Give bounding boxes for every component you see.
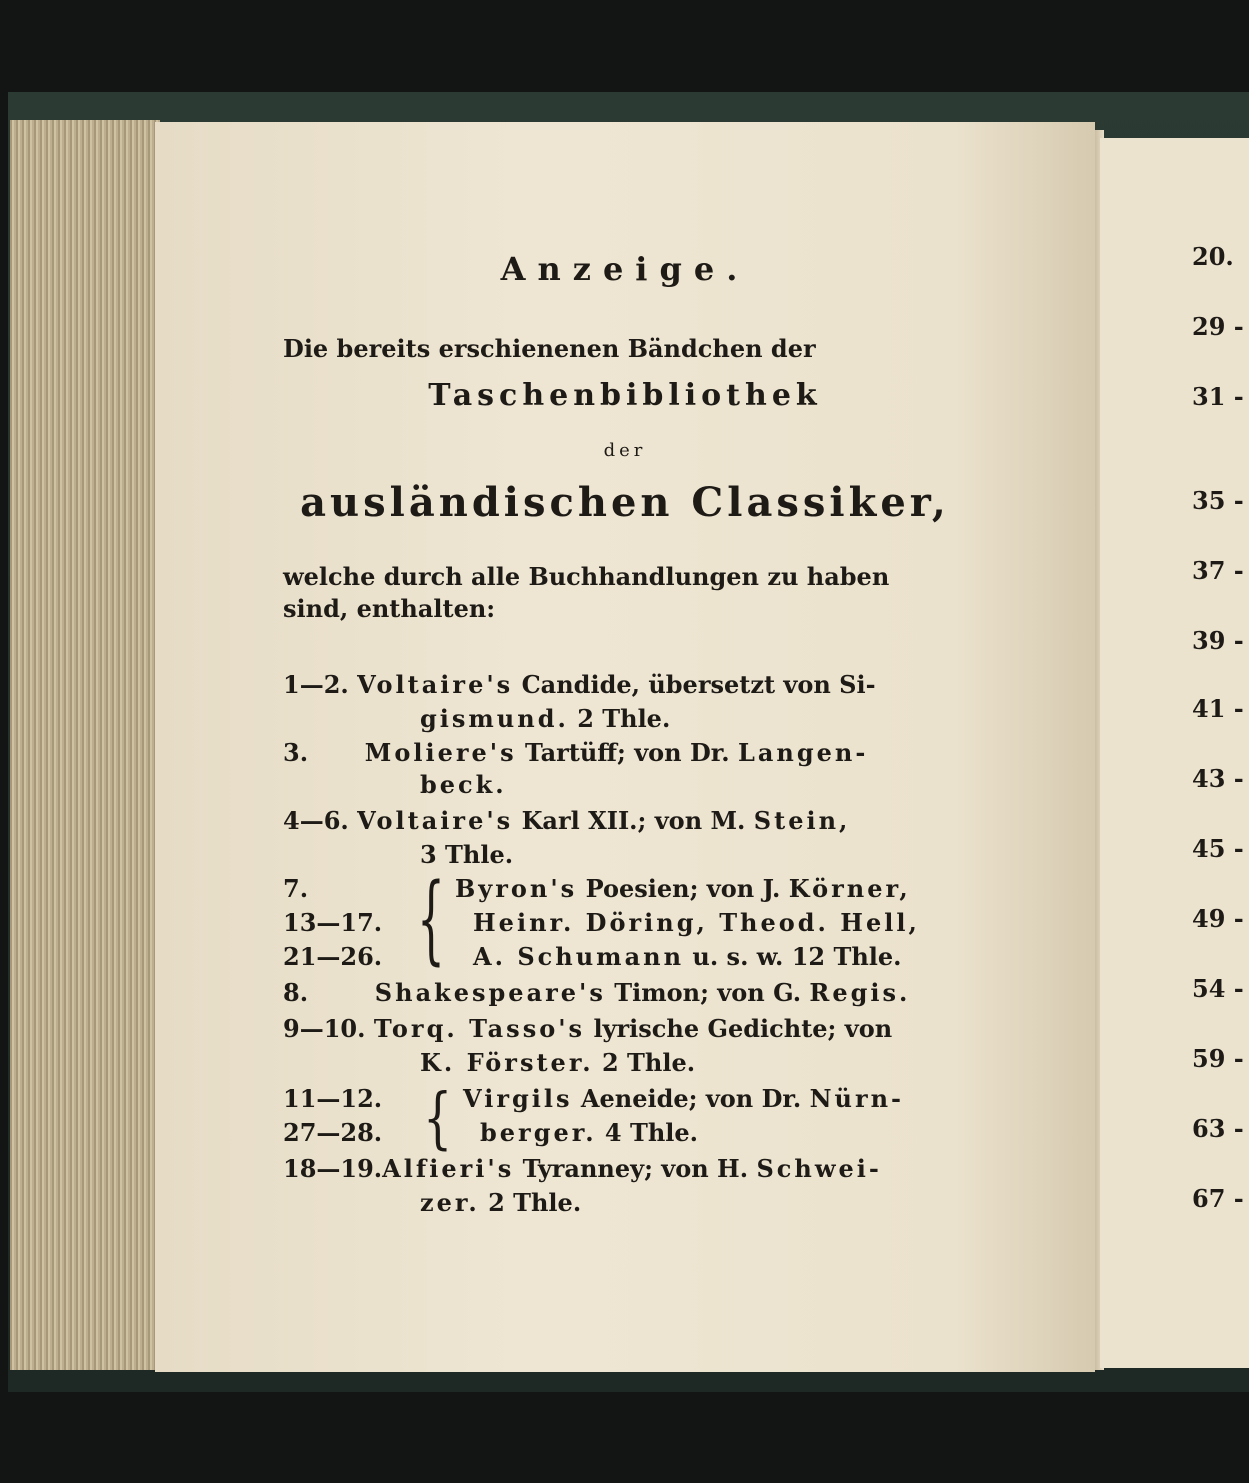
list-item xyxy=(283,1154,882,1183)
series-der: der xyxy=(603,440,647,461)
entry-text: 2 Thle. xyxy=(488,1188,582,1217)
list-item-continuation: beck. xyxy=(420,770,507,799)
entry-translator: Schwei- xyxy=(756,1154,882,1183)
page-edges xyxy=(10,120,160,1370)
entry-number: 21—26. xyxy=(283,942,383,971)
entry-text: 2 Thle. xyxy=(577,704,671,733)
entry-text: Poesien; von J. xyxy=(585,874,781,903)
description-line-1: welche durch alle Buchhandlungen zu haben xyxy=(283,562,890,591)
right-page-number: 49 - xyxy=(1192,904,1244,933)
list-item xyxy=(283,1014,892,1043)
list-item xyxy=(283,738,868,767)
right-page-number: 20. xyxy=(1192,242,1234,271)
brace-icon: { xyxy=(417,864,445,977)
entry-text: 2 Thle. xyxy=(601,1048,696,1077)
entry-author: Shakespeare's xyxy=(374,978,606,1007)
entry-number: 18—19. xyxy=(283,1154,383,1183)
right-page-number: 39 - xyxy=(1192,626,1244,655)
right-page-number: 35 - xyxy=(1192,486,1244,515)
entry-translator: Körner, xyxy=(788,874,911,903)
entry-author: Torq. Tasso's xyxy=(373,1014,586,1043)
entry-author: Virgils xyxy=(463,1084,573,1113)
right-page-number: 43 - xyxy=(1192,764,1244,793)
entry-translator: gismund. xyxy=(420,704,569,733)
entry-number: 7. xyxy=(283,874,309,903)
entry-author: Voltaire's xyxy=(357,806,514,835)
right-page-number: 45 - xyxy=(1192,834,1244,863)
list-item xyxy=(283,670,876,699)
entry-number: 1—2. xyxy=(283,670,349,699)
entry-translator: Regis. xyxy=(809,978,911,1007)
entry-author: Alfieri's xyxy=(382,1154,515,1183)
entry-translator: Langen- xyxy=(737,738,869,767)
list-item-continuation xyxy=(420,1048,695,1077)
entry-author: Byron's xyxy=(455,874,578,903)
entry-text: Timon; von G. xyxy=(614,978,802,1007)
entry-text: Candide, übersetzt von Si- xyxy=(521,670,876,699)
entry-translator: zer. xyxy=(420,1188,480,1217)
list-item-continuation xyxy=(420,704,670,733)
entry-text: 4 Thle. xyxy=(604,1118,699,1147)
right-page-number: 37 - xyxy=(1192,556,1244,585)
entry-number: 9—10. xyxy=(283,1014,366,1043)
entry-translator: Stein, xyxy=(753,806,851,835)
right-page-number: 63 - xyxy=(1192,1114,1244,1143)
page-title: Anzeige. xyxy=(500,250,750,288)
right-page-number: 54 - xyxy=(1192,974,1244,1003)
entry-author: Moliere's xyxy=(364,738,517,767)
right-page-number: 67 - xyxy=(1192,1184,1244,1213)
entry-text: lyrische Gedichte; von xyxy=(593,1014,893,1043)
entry-translator: K. Förster. xyxy=(420,1048,594,1077)
entry-text: Tyranney; von H. xyxy=(522,1154,749,1183)
entry-text: u. s. w. 12 Thle. xyxy=(692,942,902,971)
list-item-continuation: Heinr. Döring, Theod. Hell, xyxy=(473,908,920,937)
entry-text: Karl XII.; von M. xyxy=(521,806,746,835)
list-item xyxy=(455,874,911,903)
right-page-number: 29 - xyxy=(1192,312,1244,341)
intro-text: Die bereits erschienenen Bändchen der xyxy=(283,334,816,363)
entry-text: Tartüff; von Dr. xyxy=(525,738,730,767)
series-title: Taschenbibliothek xyxy=(428,378,822,413)
list-item-continuation: 3 Thle. xyxy=(420,840,514,869)
list-item xyxy=(283,978,910,1007)
entry-number: 13—17. xyxy=(283,908,383,937)
left-page xyxy=(155,122,1095,1372)
brace-icon: { xyxy=(423,1078,453,1157)
entry-text: Aeneide; von Dr. xyxy=(580,1084,802,1113)
entry-number: 3. xyxy=(283,738,309,767)
entry-number: 8. xyxy=(283,978,309,1007)
right-page-number: 41 - xyxy=(1192,694,1244,723)
list-item-continuation xyxy=(473,942,902,971)
entry-number: 27—28. xyxy=(283,1118,383,1147)
entry-number: 11—12. xyxy=(283,1084,383,1113)
description-line-2: sind, enthalten: xyxy=(283,594,496,623)
entry-number: 4—6. xyxy=(283,806,349,835)
entry-translator: Nürn- xyxy=(809,1084,905,1113)
entry-author: Voltaire's xyxy=(357,670,514,699)
series-subtitle: ausländischen Classiker, xyxy=(300,479,950,526)
entry-translator: berger. xyxy=(480,1118,597,1147)
list-item-continuation xyxy=(420,1188,581,1217)
list-item xyxy=(283,806,850,835)
list-item-continuation xyxy=(480,1118,698,1147)
list-item xyxy=(463,1084,904,1113)
right-page-number: 59 - xyxy=(1192,1044,1244,1073)
entry-translator: A. Schumann xyxy=(473,942,685,971)
right-page-number: 31 - xyxy=(1192,382,1244,411)
